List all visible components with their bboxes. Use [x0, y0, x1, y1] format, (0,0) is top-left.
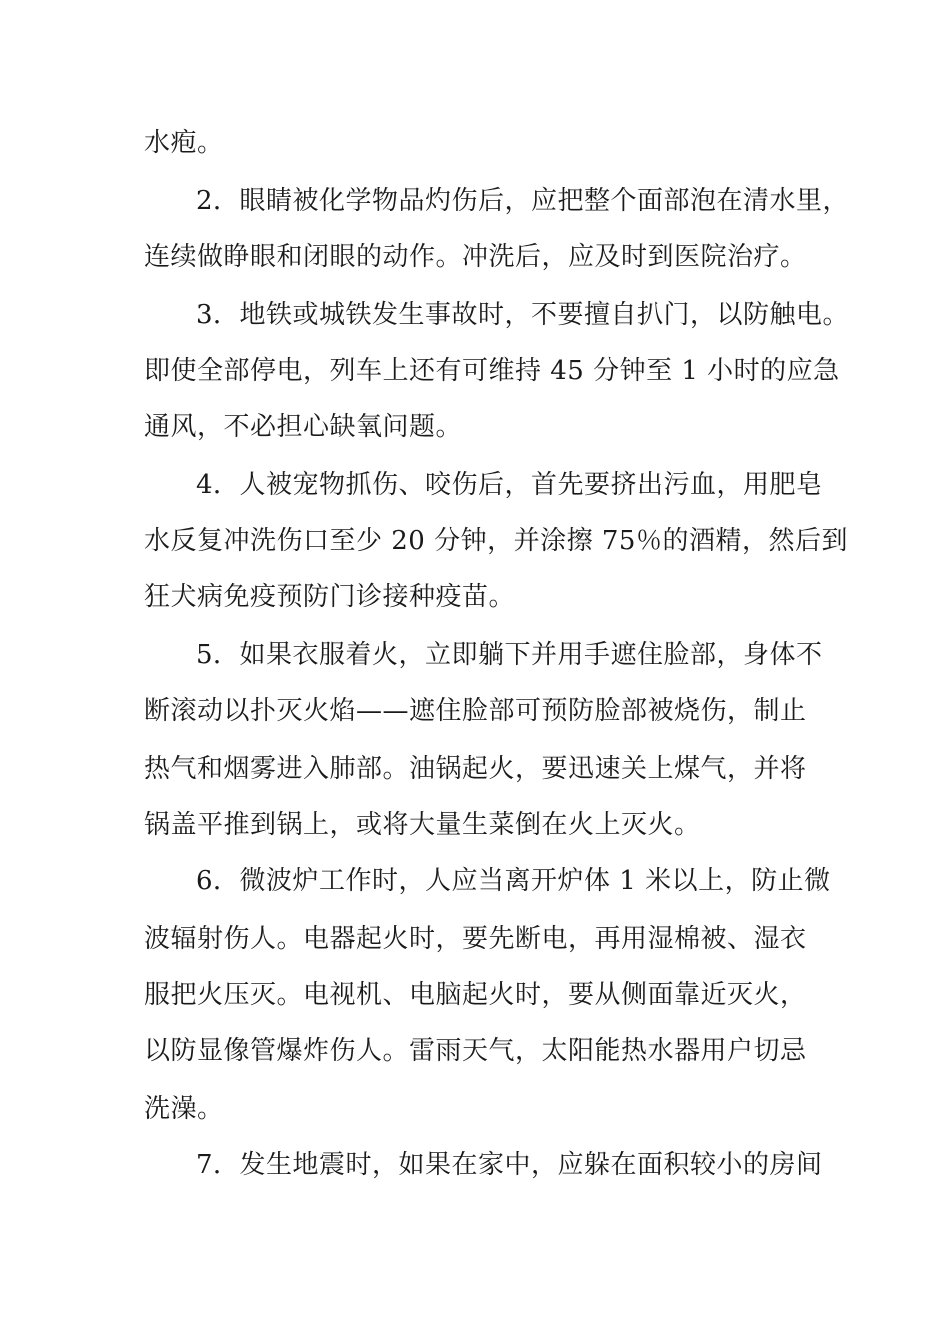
text-line: 4．人被宠物抓伤、咬伤后，首先要挤出污血，用肥皂	[196, 470, 823, 500]
text-line: 洗澡。	[144, 1094, 224, 1124]
text-line: 断滚动以扑灭火焰——遮住脸部可预防脸部被烧伤，制止	[144, 696, 807, 726]
text-line: 波辐射伤人。电器起火时，要先断电，再用湿棉被、湿衣	[144, 924, 807, 954]
text-line: 水反复冲洗伤口至少 20 分钟，并涂擦 75％的酒精，然后到	[144, 526, 848, 556]
text-line: 锅盖平推到锅上，或将大量生菜倒在火上灭火。	[144, 810, 701, 840]
text-line: 7．发生地震时，如果在家中，应躲在面积较小的房间	[196, 1150, 823, 1180]
text-line: 3．地铁或城铁发生事故时，不要擅自扒门，以防触电。	[196, 300, 850, 330]
text-line: 狂犬病免疫预防门诊接种疫苗。	[144, 582, 516, 612]
text-line: 连续做睁眼和闭眼的动作。冲洗后，应及时到医院治疗。	[144, 242, 807, 272]
text-line: 热气和烟雾进入肺部。油锅起火，要迅速关上煤气，并将	[144, 754, 807, 784]
text-line: 5．如果衣服着火，立即躺下并用手遮住脸部，身体不	[196, 640, 823, 670]
text-line: 通风，不必担心缺氧问题。	[144, 412, 463, 442]
text-line: 服把火压灭。电视机、电脑起火时，要从侧面靠近灭火，	[144, 980, 807, 1010]
text-line: 6．微波炉工作时，人应当离开炉体 1 米以上，防止微	[196, 866, 831, 896]
text-line: 以防显像管爆炸伤人。雷雨天气，太阳能热水器用户切忌	[144, 1036, 807, 1066]
text-line: 水疱。	[144, 128, 224, 158]
text-line: 即使全部停电，列车上还有可维持 45 分钟至 1 小时的应急	[144, 356, 840, 386]
text-line: 2．眼睛被化学物品灼伤后，应把整个面部泡在清水里，	[196, 186, 850, 216]
